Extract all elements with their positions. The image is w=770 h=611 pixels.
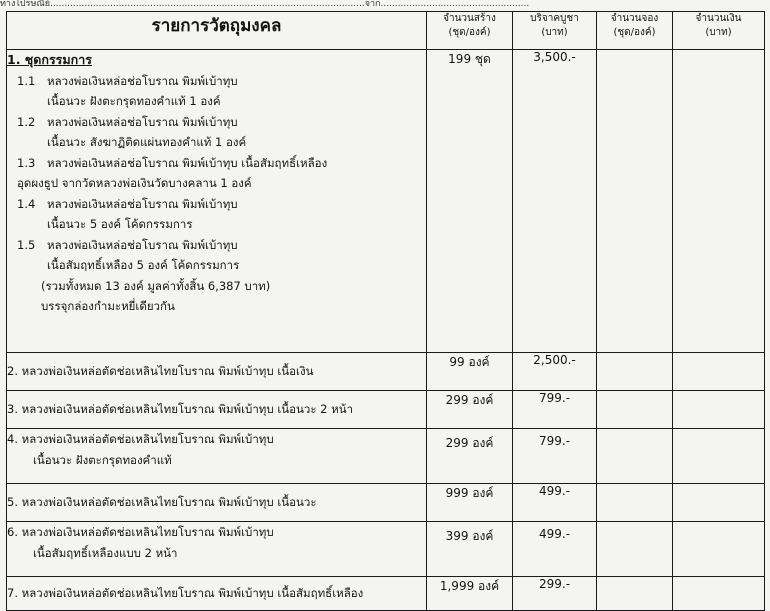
sub-item-number: 1.3 [17, 155, 36, 170]
header-price-line1: บริจาคบูชา [530, 13, 579, 24]
sub-item-number: 1.1 [17, 73, 36, 88]
item-cell [7, 391, 427, 429]
qty-cell: 1,999 องค์ [427, 577, 513, 611]
qty-cell: 99 องค์ [427, 353, 513, 391]
reserve-cell[interactable] [597, 484, 673, 522]
price-cell: 499.- [513, 484, 597, 522]
header-row [7, 12, 765, 50]
reserve-cell[interactable] [597, 353, 673, 391]
sub-item-line2: เนื้อนวะ ฝังตะกรุดทองคำแท้ 1 องค์ [47, 94, 221, 108]
sub-item-line2: เนื้อสัมฤทธิ์เหลือง 5 องค์ โค้ดกรรมการ [47, 258, 240, 272]
amount-cell[interactable] [673, 522, 765, 577]
amulet-order-table [6, 11, 765, 611]
price-cell: 2,500.- [513, 353, 597, 391]
item-line1: 2. หลวงพ่อเงินหล่อตัดช่อเหลินไทยโบราณ พิมพ์เบ้าทุบ เนื้อเงิน [7, 364, 314, 378]
reserve-cell[interactable] [597, 391, 673, 429]
sub-item-number: 1.2 [17, 114, 36, 129]
reserve-cell[interactable] [597, 429, 673, 484]
sub-item [7, 71, 426, 112]
top-form-strip: ทางไปรษณีย์..............................................................................................................จาก.................................................... [0, 0, 530, 9]
sub-item-line2: เนื้อนวะ 5 องค์ โค้ดกรรมการ [47, 217, 193, 231]
table-row [7, 484, 765, 522]
group-total-note: (รวมทั้งหมด 13 องค์ มูลค่าทั้งสิ้น 6,387 บาท) [41, 278, 271, 293]
header-reserve-line2: (ชุด/องค์) [613, 27, 656, 38]
table-row [7, 391, 765, 429]
item-line1: 5. หลวงพ่อเงินหล่อตัดช่อเหลินไทยโบราณ พิมพ์เบ้าทุบ เนื้อนวะ [7, 495, 317, 509]
table-row [7, 577, 765, 611]
header-item: รายการวัตถุมงคล [7, 12, 427, 50]
qty-cell: 999 องค์ [427, 484, 513, 522]
amount-cell[interactable] [673, 50, 765, 353]
price-cell: 799.- [513, 391, 597, 429]
table-row [7, 522, 765, 577]
sub-item-line1: หลวงพ่อเงินหล่อช่อโบราณ พิมพ์เบ้าทุบ เนื้อสัมฤทธิ์เหลือง [47, 155, 328, 170]
reserve-cell[interactable] [597, 522, 673, 577]
sub-item-number: 1.4 [17, 196, 36, 211]
sub-item-line1: หลวงพ่อเงินหล่อช่อโบราณ พิมพ์เบ้าทุบ [47, 73, 238, 88]
amount-cell[interactable] [673, 484, 765, 522]
sub-item-line2: อุดผงธูป จากวัดหลวงพ่อเงินวัดบางคลาน 1 องค์ [17, 176, 252, 190]
item-cell [7, 429, 427, 484]
header-amount-line1: จำนวนเงิน [695, 13, 742, 24]
amount-cell[interactable] [673, 391, 765, 429]
price-cell: 3,500.- [513, 50, 597, 353]
header-price [513, 12, 597, 50]
item-cell [7, 577, 427, 611]
header-amount-line2: (บาท) [705, 27, 732, 38]
qty-cell: 399 องค์ [427, 522, 513, 577]
item-line1: 7. หลวงพ่อเงินหล่อตัดช่อเหลินไทยโบราณ พิมพ์เบ้าทุบ เนื้อสัมฤทธิ์เหลือง [7, 586, 364, 600]
header-reserve-line1: จำนวนจอง [610, 13, 659, 24]
header-price-line2: (บาท) [541, 27, 568, 38]
item-line1: 4. หลวงพ่อเงินหล่อตัดช่อเหลินไทยโบราณ พิมพ์เบ้าทุบ [7, 432, 274, 446]
table-row [7, 429, 765, 484]
item-line1: 6. หลวงพ่อเงินหล่อตัดช่อเหลินไทยโบราณ พิมพ์เบ้าทุบ [7, 525, 274, 539]
group-packaging-note: บรรจุกล่องกำมะหยี่เดียวกัน [41, 299, 175, 313]
sub-item [7, 112, 426, 153]
header-reserve [597, 12, 673, 50]
item-line1: 3. หลวงพ่อเงินหล่อตัดช่อเหลินไทยโบราณ พิมพ์เบ้าทุบ เนื้อนวะ 2 หน้า [7, 402, 354, 416]
item-cell [7, 484, 427, 522]
sub-item [7, 194, 426, 235]
group-title: 1. ชุดกรรมการ [7, 52, 92, 67]
reserve-cell[interactable] [597, 50, 673, 353]
amount-cell[interactable] [673, 353, 765, 391]
reserve-cell[interactable] [597, 577, 673, 611]
sub-item [7, 235, 426, 276]
group-item-cell [7, 50, 427, 353]
sub-item-number: 1.5 [17, 237, 36, 252]
item-line2: เนื้อสัมฤทธิ์เหลืองแบบ 2 หน้า [33, 546, 178, 560]
qty-cell: 199 ชุด [427, 50, 513, 353]
header-qty-line1: จำนวนสร้าง [443, 13, 496, 24]
sub-item-line2: เนื้อนวะ สังฆาฏิติดแผ่นทองคำแท้ 1 องค์ [47, 135, 247, 149]
qty-cell: 299 องค์ [427, 391, 513, 429]
table-row [7, 353, 765, 391]
sub-item [7, 153, 426, 194]
qty-cell: 299 องค์ [427, 429, 513, 484]
item-line2: เนื้อนวะ ฝังตะกรุดทองคำแท้ [33, 453, 172, 467]
item-cell [7, 522, 427, 577]
header-qty [427, 12, 513, 50]
amount-cell[interactable] [673, 429, 765, 484]
header-amount [673, 12, 765, 50]
price-cell: 799.- [513, 429, 597, 484]
item-cell [7, 353, 427, 391]
sub-item-line1: หลวงพ่อเงินหล่อช่อโบราณ พิมพ์เบ้าทุบ [47, 114, 238, 129]
sub-item-line1: หลวงพ่อเงินหล่อช่อโบราณ พิมพ์เบ้าทุบ [47, 237, 238, 252]
header-qty-line2: (ชุด/องค์) [448, 27, 491, 38]
table-row [7, 50, 765, 353]
amount-cell[interactable] [673, 577, 765, 611]
price-cell: 499.- [513, 522, 597, 577]
sub-item-line1: หลวงพ่อเงินหล่อช่อโบราณ พิมพ์เบ้าทุบ [47, 196, 238, 211]
price-cell: 299.- [513, 577, 597, 611]
